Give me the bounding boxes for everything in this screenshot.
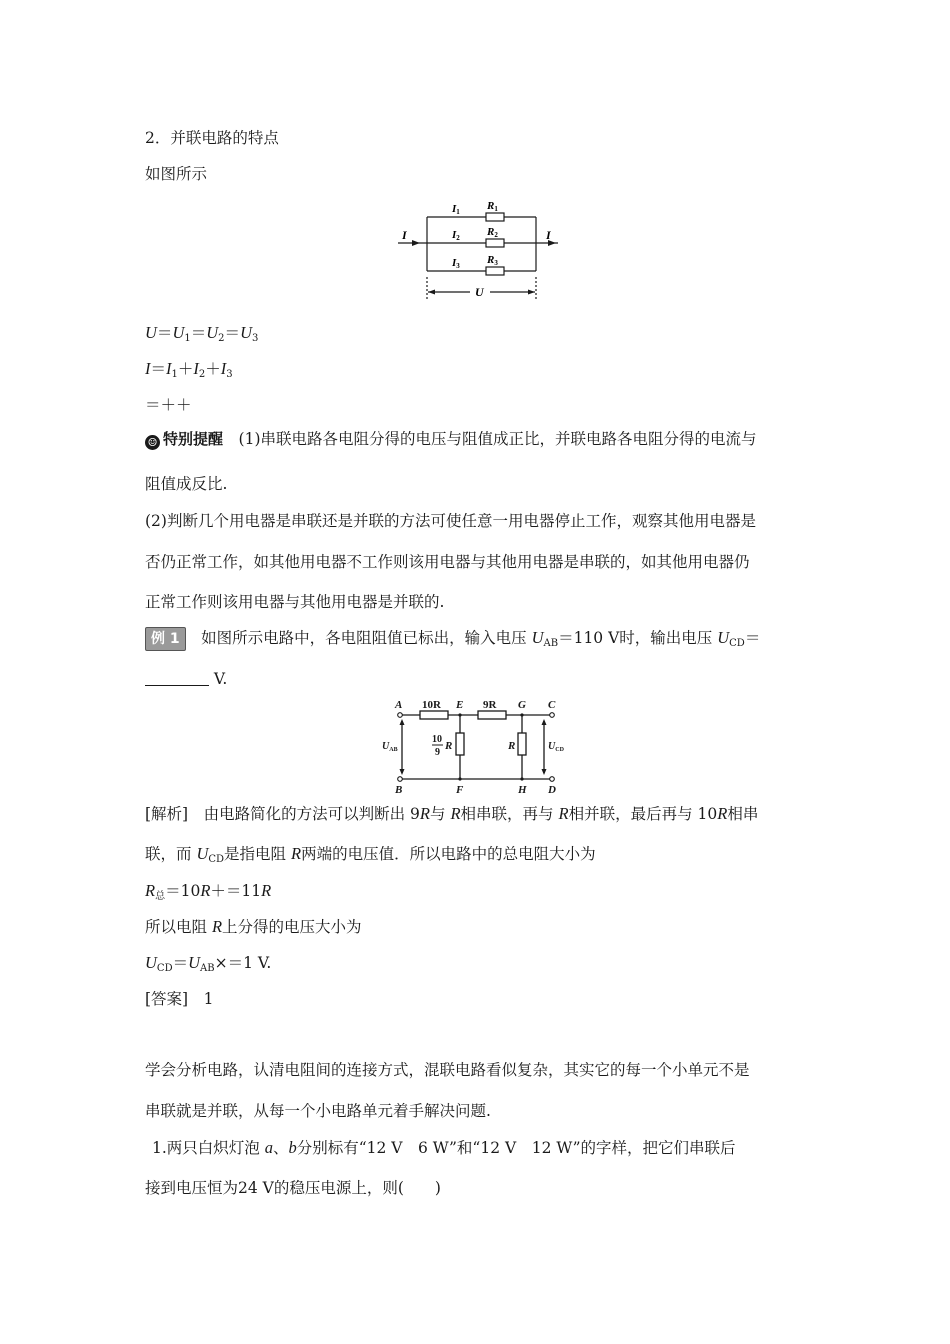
svg-text:UAB (382, 741, 398, 753)
analysis-line-2: 联，而 $U_{CD}$是指电阻 R两端的电压值．所以电路中的总电阻大小为 (145, 844, 596, 865)
branch3-current: I (452, 257, 457, 269)
node-f: F (456, 784, 464, 796)
svg-text:I1 (451, 203, 460, 216)
exercise-line-2: 接到电压恒为24 V的稳压电源上，则( ) (145, 1179, 441, 1197)
example-question-line-1: 例 1 如图所示电路中，各电阻阻值已标出，输入电压 $U_{AB}=110$ V时，输出电压 $U_{CD}=$ (145, 627, 760, 654)
tip-line-2: 阻值成反比. (145, 475, 228, 493)
resistor-frac-r: R (445, 740, 453, 752)
mixed-circuit-diagram (380, 697, 570, 797)
branch3-resistor: R (487, 254, 495, 266)
resistance-equation: ＝＋＋ (145, 396, 192, 414)
branch2-current-sub: 2 (456, 234, 460, 242)
branch2-resistor-sub: 2 (494, 231, 498, 239)
branch3-current-sub: 3 (456, 262, 460, 270)
node-c: C (548, 699, 556, 711)
total-resistance-equation: $R_总=10R+=11R$ (145, 881, 272, 902)
main-current-label-out: I (546, 228, 551, 242)
node-a: A (395, 699, 403, 711)
tip-line-1: ☺ 特别提醒 (1)串联电路各电阻分得的电压与阻值成正比，并联电路各电阻分得的电流与 (145, 429, 757, 450)
node-b: B (395, 784, 403, 796)
resistor-9r-label: 9R (483, 699, 497, 711)
example-badge: 例 1 (145, 627, 186, 651)
summary-line-1: 学会分析电路，认清电阻间的连接方式，混联电路看似复杂，其实它的每一个小单元不是 (145, 1061, 750, 1079)
branch1-current: I (452, 203, 457, 215)
tip-line-3: (2)判断几个用电器是串联还是并联的方法可使任意一用电器停止工作，观察其他用电器是 (145, 512, 756, 530)
svg-text:I3 (451, 257, 460, 270)
voltage-result-equation: $U_{CD}=U_{AB}\times=1$ V. (145, 953, 272, 974)
answer-label: [答案] (145, 990, 189, 1008)
svg-text:UCD (548, 741, 565, 753)
main-current-label-in: I (402, 228, 407, 242)
resistor-frac-den: 9 (435, 747, 440, 758)
resistor-r-label: R (508, 740, 516, 752)
current-equation: $I=I_1+I_2+I_3$ (145, 359, 233, 380)
ucd-sub: CD (555, 747, 564, 753)
answer-line (145, 989, 214, 1009)
svg-text:I2 (451, 229, 460, 242)
smiley-icon: ☺ (145, 435, 160, 450)
answer-blank (145, 671, 209, 686)
tip-label: 特别提醒 (163, 430, 224, 448)
node-e: E (456, 699, 464, 711)
section-heading: 2．并联电路的特点 (145, 129, 279, 147)
branch2-resistor: R (487, 226, 495, 238)
parallel-circuit-diagram (390, 195, 565, 303)
example-question-line-2: V. (145, 669, 227, 689)
svg-text:R1 (486, 200, 498, 213)
branch1-resistor-sub: 1 (494, 205, 498, 213)
branch1-resistor: R (487, 200, 495, 212)
analysis-label: [解析] (145, 805, 189, 823)
svg-text:R2 (486, 226, 498, 239)
answer-value: 1 (203, 990, 214, 1008)
branch3-resistor-sub: 3 (494, 259, 498, 267)
branch1-current-sub: 1 (456, 208, 460, 216)
summary-line-2: 串联就是并联，从每一个小电路单元着手解决问题. (145, 1102, 491, 1120)
resistor-10r-label: 10R (422, 699, 441, 711)
tip-line-4: 否仍正常工作，如其他用电器不工作则该用电器与其他用电器是串联的，如其他用电器仍 (145, 553, 750, 571)
ucd-label: U (548, 741, 556, 752)
as-shown-text: 如图所示 (145, 165, 208, 183)
svg-text:R3 (486, 254, 498, 267)
analysis-line-1: [解析] 由电路简化的方法可以判断出 9R与 R相串联，再与 R相并联，最后再与 10R相串 (145, 804, 759, 823)
analysis-line-4: 所以电阻 R上分得的电压大小为 (145, 917, 362, 936)
tip-line-5: 正常工作则该用电器与其他用电器是并联的. (145, 593, 445, 611)
uab-sub: AB (389, 747, 398, 753)
exercise-line-1: 1.两只白炽灯泡 a、b分别标有“12 V 6 W”和“12 V 12 W”的字样，把它们串联后 (152, 1138, 736, 1157)
node-g: G (518, 699, 526, 711)
voltage-label-u: U (475, 285, 484, 299)
branch2-current: I (452, 229, 457, 241)
resistor-frac-num: 10 (432, 734, 442, 745)
node-h: H (518, 784, 527, 796)
node-d: D (548, 784, 556, 796)
voltage-equation: $U=U_1=U_2=U_3$ (145, 323, 259, 344)
uab-label: U (382, 741, 390, 752)
